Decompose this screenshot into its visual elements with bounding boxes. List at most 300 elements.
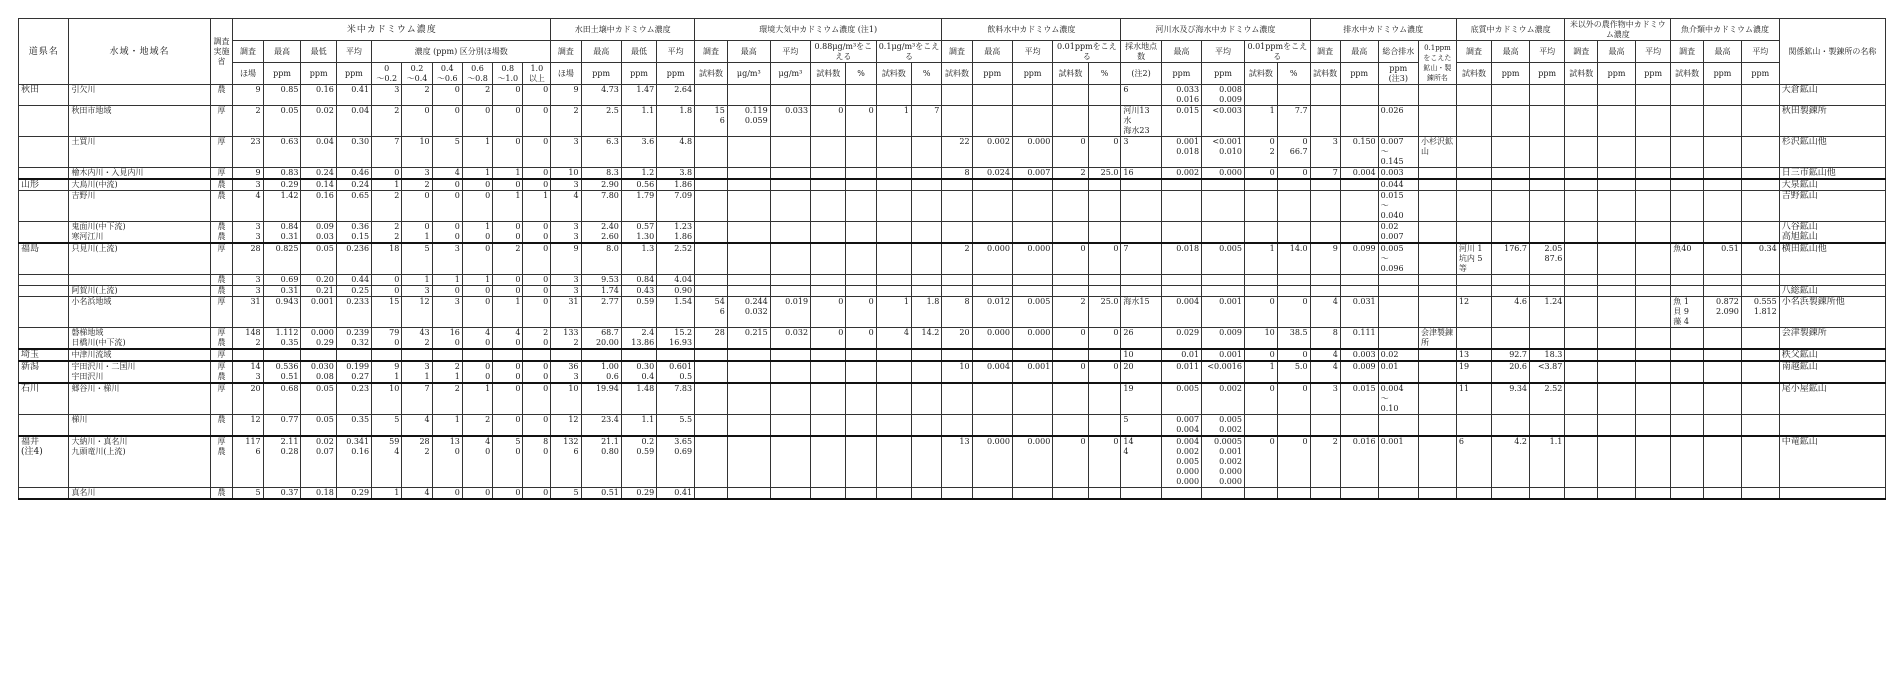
cell-bins-0: 18 (372, 243, 402, 275)
cell-cmax (1598, 243, 1636, 275)
cell-sdavg: 2.52 (1530, 383, 1565, 415)
cell-mine: 大泉鉱山 (1779, 179, 1885, 191)
cell-bins-3: 1 (462, 383, 492, 415)
cell-agency: 農 (210, 275, 233, 286)
cell-bins-0: 15 (372, 297, 402, 328)
cell-an (695, 179, 728, 191)
cell-cavg (1635, 328, 1670, 350)
cell-won (1244, 222, 1277, 244)
cell-sdmax: 4.6 (1492, 297, 1530, 328)
cell-rmax: 0.05 (263, 106, 301, 137)
cell-ao1p (846, 436, 876, 488)
cell-bins-0: 9 1 (372, 361, 402, 383)
cell-fn (1671, 328, 1704, 350)
cell-dop: 0 (1088, 243, 1121, 275)
cell-wmax: 0.01 (1161, 349, 1201, 361)
cell-won (1244, 85, 1277, 106)
cell-ao2n (876, 488, 911, 500)
cell-etot: 0.001 (1378, 436, 1418, 488)
cell-mine: 南越鉱山 (1779, 361, 1885, 383)
cell-emax: 0.150 (1340, 137, 1378, 168)
cell-fn (1671, 191, 1704, 222)
cell-cn (1565, 415, 1598, 437)
cell-don (1053, 191, 1088, 222)
table-row (19, 106, 1886, 137)
cell-bins-2: 0 (432, 106, 462, 137)
header-drain: 排水中カドミウム濃度 (1310, 19, 1456, 41)
cell-wn: 26 (1121, 328, 1161, 350)
cell-fmax (1704, 179, 1742, 191)
cell-smin: 0.59 (621, 297, 656, 328)
cell-bins-1: 4 (402, 415, 432, 437)
cell-fn (1671, 415, 1704, 437)
cell-ao2p (911, 383, 941, 415)
cell-bins-4: 1 (493, 168, 523, 180)
cell-cmax (1598, 222, 1636, 244)
cell-bins-2: 3 (432, 297, 462, 328)
header-drink-n: 調査 (942, 41, 972, 63)
header-river-over-pct: % (1277, 63, 1310, 85)
cell-dop (1088, 106, 1121, 137)
cell-don (1053, 349, 1088, 361)
table-row (19, 222, 1886, 244)
cell-bins-5: 0 (523, 488, 551, 500)
cadmium-survey-table (18, 18, 1886, 500)
cell-an (695, 349, 728, 361)
cell-cmax (1598, 415, 1636, 437)
cell-agency: 厚 農 (210, 436, 233, 488)
cell-bins-3: 0 (462, 488, 492, 500)
cell-eover (1418, 243, 1456, 275)
cell-won: 1 (1244, 361, 1277, 383)
header-drain-n: 調査 (1310, 41, 1340, 63)
cell-aavg (770, 275, 810, 286)
cell-emax: 0.099 (1340, 243, 1378, 275)
cell-davg (1012, 488, 1052, 500)
header-sed-n: 調査 (1456, 41, 1491, 63)
cell-ao2p (911, 488, 941, 500)
cell-ao2n (876, 85, 911, 106)
cell-an: 54 6 (695, 297, 728, 328)
cell-sdavg (1530, 275, 1565, 286)
cell-rmax (263, 349, 301, 361)
cell-en: 3 (1310, 383, 1340, 415)
cell-smax (581, 349, 621, 361)
cell-etot (1378, 297, 1418, 328)
cell-dop: 0 (1088, 328, 1121, 350)
header-rice-dist: 濃度 (ppm) 区分別ほ場数 (372, 41, 551, 63)
header-drink-over-n: 試料数 (1053, 63, 1088, 85)
cell-rmin: 0.001 (301, 297, 336, 328)
cell-wmax: 0.033 0.016 (1161, 85, 1201, 106)
cell-etot (1378, 286, 1418, 297)
cell-bins-2: 0 (432, 179, 462, 191)
cell-bins-3: 0 (462, 243, 492, 275)
cell-bins-1: 3 1 (402, 361, 432, 383)
header-sed-max-unit: ppm (1492, 63, 1530, 85)
cell-en: 7 (1310, 168, 1340, 180)
cell-fn (1671, 85, 1704, 106)
cell-dop: 0 (1088, 436, 1121, 488)
cell-emax: 0.016 (1340, 436, 1378, 488)
cell-agency: 農 農 (210, 222, 233, 244)
cell-agency: 農 (210, 488, 233, 500)
cell-smin: 2.4 13.86 (621, 328, 656, 350)
cell-rmin: 0.16 (301, 85, 336, 106)
header-bin-4: 0.8 ～1.0 (493, 63, 523, 85)
header-rice-avg-unit: ppm (336, 63, 371, 85)
cell-wop: 38.5 (1277, 328, 1310, 350)
cell-cavg (1635, 488, 1670, 500)
cell-rmin: 0.02 0.07 (301, 436, 336, 488)
cell-dmax: 0.000 (972, 243, 1012, 275)
cell-emax: 0.003 (1340, 349, 1378, 361)
cell-smin: 1.1 (621, 106, 656, 137)
cell-won: 1 (1244, 243, 1277, 275)
header-air-over2-n: 試料数 (876, 63, 911, 85)
cell-favg (1741, 222, 1779, 244)
cell-bins-2: 1 (432, 275, 462, 286)
cell-eover (1418, 106, 1456, 137)
cell-wavg (1202, 179, 1245, 191)
cell-wmax (1161, 191, 1201, 222)
cell-wn: 5 (1121, 415, 1161, 437)
cell-ao2p (911, 436, 941, 488)
cell-bins-0: 79 0 (372, 328, 402, 350)
cell-smax: 6.3 (581, 137, 621, 168)
header-drink: 飲料水中カドミウム濃度 (942, 19, 1121, 41)
header-river: 河川水及び海水中カドミウム濃度 (1121, 19, 1310, 41)
cell-savg: 0.90 (657, 286, 695, 297)
header-sed-avg-unit: ppm (1530, 63, 1565, 85)
cell-rmin: 0.02 (301, 106, 336, 137)
cell-dn (942, 383, 972, 415)
header-air-over2: 0.1μg/m³をこえる (876, 41, 942, 63)
cell-smin: 1.2 (621, 168, 656, 180)
cell-dop (1088, 383, 1121, 415)
cell-davg: 0.000 (1012, 137, 1052, 168)
cell-won (1244, 488, 1277, 500)
cell-area: 只見川(上流) (69, 243, 210, 275)
cell-bins-0: 59 4 (372, 436, 402, 488)
header-river-avg: 平均 (1202, 41, 1245, 63)
cell-bins-0: 0 (372, 286, 402, 297)
cell-ao2n (876, 415, 911, 437)
table-row (19, 168, 1886, 180)
cell-savg: 4.8 (657, 137, 695, 168)
cell-fmax (1704, 85, 1742, 106)
cell-bins-2: 4 (432, 168, 462, 180)
cell-pref (19, 137, 69, 168)
cell-won: 0 (1244, 168, 1277, 180)
cell-cmax (1598, 106, 1636, 137)
cell-an: 28 (695, 328, 728, 350)
cell-wavg (1202, 286, 1245, 297)
cell-bins-5: 8 0 (523, 436, 551, 488)
cell-smax: 0.51 (581, 488, 621, 500)
header-fish-max-unit: ppm (1704, 63, 1742, 85)
cell-bins-0 (372, 349, 402, 361)
header-river-avg-unit: ppm (1202, 63, 1245, 85)
cell-wavg: 0.001 (1202, 297, 1245, 328)
cell-pref: 福井 (注4) (19, 436, 69, 488)
cell-an (695, 383, 728, 415)
cell-smin: 0.30 0.4 (621, 361, 656, 383)
cell-favg (1741, 275, 1779, 286)
cell-don: 0 (1053, 328, 1088, 350)
cell-dop (1088, 286, 1121, 297)
cell-area: 中津川流域 (69, 349, 210, 361)
header-rice: 米中カドミウム濃度 (233, 19, 551, 41)
cell-cn (1565, 222, 1598, 244)
cell-dmax (972, 415, 1012, 437)
cell-agency: 厚 (210, 297, 233, 328)
cell-ao1p (846, 179, 876, 191)
cell-rn: 9 (233, 168, 263, 180)
cell-dop (1088, 415, 1121, 437)
cell-rn: 20 (233, 383, 263, 415)
cell-ao1p (846, 168, 876, 180)
cell-dn (942, 106, 972, 137)
cell-dmax (972, 488, 1012, 500)
header-bin-0: 0 ～0.2 (372, 63, 402, 85)
cell-area: 大鳥川(中流) (69, 179, 210, 191)
cell-sdmax: 20.6 (1492, 361, 1530, 383)
cell-bins-2: 3 (432, 243, 462, 275)
cell-wavg: 0.005 0.002 (1202, 415, 1245, 437)
cell-cmax (1598, 275, 1636, 286)
cell-wn: 20 (1121, 361, 1161, 383)
cell-smin: 1.3 (621, 243, 656, 275)
cell-sdavg: 18.3 (1530, 349, 1565, 361)
cell-eover (1418, 222, 1456, 244)
cell-rmax: 0.68 (263, 383, 301, 415)
header-rice-n: 調査 (233, 41, 263, 63)
cell-don (1053, 275, 1088, 286)
cell-rmax: 0.85 (263, 85, 301, 106)
cell-wn: 海水15 (1121, 297, 1161, 328)
cell-dn: 8 (942, 168, 972, 180)
cell-bins-5: 0 (523, 168, 551, 180)
cell-wmax: 0.001 0.018 (1161, 137, 1201, 168)
cell-bins-1: 12 (402, 297, 432, 328)
header-air: 環境大気中カドミウム濃度 (注1) (695, 19, 942, 41)
cell-fmax (1704, 436, 1742, 488)
cell-amax (727, 243, 770, 275)
cell-ao1n (811, 488, 846, 500)
cell-won (1244, 191, 1277, 222)
cell-emax (1340, 106, 1378, 137)
header-soil: 水田土壌中カドミウム濃度 (551, 19, 695, 41)
cell-agency: 厚 (210, 383, 233, 415)
cell-rn: 9 (233, 85, 263, 106)
cell-area: 鬼面川(中下流) 寒河江川 (69, 222, 210, 244)
cell-bins-4: 0 (493, 137, 523, 168)
cell-sdmax (1492, 286, 1530, 297)
cell-wmax: 0.029 (1161, 328, 1201, 350)
cell-dmax: 0.024 (972, 168, 1012, 180)
header-rice-max-unit: ppm (263, 63, 301, 85)
cell-davg (1012, 383, 1052, 415)
cell-ao1p (846, 349, 876, 361)
cell-agency: 厚 (210, 243, 233, 275)
cell-davg: 0.005 (1012, 297, 1052, 328)
header-soil-n: 調査 (551, 41, 581, 63)
cell-smax: 9.53 (581, 275, 621, 286)
cell-sdn: 河川 1 坑内 5 等 (1456, 243, 1491, 275)
header-crop-max-unit: ppm (1598, 63, 1636, 85)
cell-bins-3: 0 (462, 297, 492, 328)
cell-bins-2: 2 1 (432, 361, 462, 383)
cell-davg (1012, 286, 1052, 297)
cell-ao1n (811, 222, 846, 244)
cell-eover (1418, 179, 1456, 191)
cell-don: 0 (1053, 436, 1088, 488)
cell-sdavg (1530, 191, 1565, 222)
cell-favg (1741, 106, 1779, 137)
cell-sn: 3 (551, 286, 581, 297)
cell-bins-5: 0 0 (523, 361, 551, 383)
cell-sn: 9 (551, 85, 581, 106)
cell-pref: 石川 (19, 383, 69, 415)
table-row (19, 361, 1886, 383)
cell-cmax (1598, 383, 1636, 415)
cell-rn: 3 (233, 275, 263, 286)
cell-don: 0 (1053, 137, 1088, 168)
cell-wmax: 0.007 0.004 (1161, 415, 1201, 437)
cell-ao2n (876, 275, 911, 286)
cell-ao1p (846, 137, 876, 168)
cell-sn: 3 (551, 179, 581, 191)
header-river-over: 0.01ppmをこえる (1244, 41, 1310, 63)
cell-don (1053, 106, 1088, 137)
cell-bins-2: 16 0 (432, 328, 462, 350)
cell-sdn: 19 (1456, 361, 1491, 383)
cell-en (1310, 488, 1340, 500)
cell-rn: 5 (233, 488, 263, 500)
header-crop-avg: 平均 (1635, 41, 1670, 63)
cell-ravg: 0.35 (336, 415, 371, 437)
cell-etot: 0.044 (1378, 179, 1418, 191)
cell-cn (1565, 85, 1598, 106)
cell-rn: 2 (233, 106, 263, 137)
cell-ravg: 0.65 (336, 191, 371, 222)
cell-wavg: 0.008 0.009 (1202, 85, 1245, 106)
header-air-max: 最高 (727, 41, 770, 63)
cell-pref (19, 275, 69, 286)
cell-wop (1277, 415, 1310, 437)
cell-sdavg (1530, 415, 1565, 437)
cell-wn: 19 (1121, 383, 1161, 415)
cell-bins-3: 0 (462, 191, 492, 222)
cell-an: 15 6 (695, 106, 728, 137)
cell-wavg: 0.001 (1202, 349, 1245, 361)
cell-dmax (972, 286, 1012, 297)
cell-cn (1565, 179, 1598, 191)
cell-mine: 秩父鉱山 (1779, 349, 1885, 361)
cell-amax (727, 191, 770, 222)
cell-ao1n (811, 168, 846, 180)
header-soil-avg-unit: ppm (657, 63, 695, 85)
cell-en (1310, 191, 1340, 222)
cell-wop (1277, 85, 1310, 106)
cell-etot (1378, 85, 1418, 106)
cell-wop: 0 66.7 (1277, 137, 1310, 168)
cell-bins-1: 3 (402, 168, 432, 180)
cell-davg: 0.001 (1012, 361, 1052, 383)
cell-eover (1418, 361, 1456, 383)
cell-area: 郷谷川・梯川 (69, 383, 210, 415)
table-row (19, 297, 1886, 328)
cell-dn: 13 (942, 436, 972, 488)
cell-dn: 2 (942, 243, 972, 275)
cell-smax: 7.80 (581, 191, 621, 222)
cell-ao1n (811, 286, 846, 297)
header-river-max-unit: ppm (1161, 63, 1201, 85)
header-rice-avg: 平均 (336, 41, 371, 63)
cell-rmax: 0.69 (263, 275, 301, 286)
cell-ao2p (911, 137, 941, 168)
cell-mine: 杉沢鉱山他 (1779, 137, 1885, 168)
cell-ao2n (876, 179, 911, 191)
cell-emax (1340, 415, 1378, 437)
cell-amax (727, 349, 770, 361)
cell-davg (1012, 415, 1052, 437)
cell-wavg: 0.009 (1202, 328, 1245, 350)
cell-davg (1012, 179, 1052, 191)
header-drain-over: 0.1ppmをこえた鉱山・製錬所名 (1418, 41, 1456, 85)
cell-wmax: 0.002 (1161, 168, 1201, 180)
cell-pref: 福島 (19, 243, 69, 275)
cell-wn: 6 (1121, 85, 1161, 106)
cell-ao2n (876, 137, 911, 168)
cell-ao2p: 14.2 (911, 328, 941, 350)
cell-pref (19, 297, 69, 328)
cell-etot (1378, 275, 1418, 286)
cell-rmax: 0.29 (263, 179, 301, 191)
cell-aavg (770, 191, 810, 222)
cell-wavg (1202, 222, 1245, 244)
cell-ravg: 0.24 (336, 179, 371, 191)
cell-bins-1: 10 (402, 137, 432, 168)
cell-mine: 日三市鉱山他 (1779, 168, 1885, 180)
cell-sdavg (1530, 328, 1565, 350)
cell-bins-4: 0 0 (493, 222, 523, 244)
cell-rmax: 0.37 (263, 488, 301, 500)
cell-smin: 0.84 (621, 275, 656, 286)
cell-ao2n (876, 191, 911, 222)
cell-bins-3: 0 (462, 286, 492, 297)
cell-favg (1741, 85, 1779, 106)
cell-wmax (1161, 488, 1201, 500)
header-sed-avg: 平均 (1530, 41, 1565, 63)
cell-dn (942, 85, 972, 106)
cell-ao1n (811, 137, 846, 168)
cell-ao1n: 0 (811, 328, 846, 350)
cell-an (695, 243, 728, 275)
cell-bins-5: 2 0 (523, 328, 551, 350)
cell-bins-3: 1 0 (462, 222, 492, 244)
cell-rmin: 0.16 (301, 191, 336, 222)
cell-ao2p: 1.8 (911, 297, 941, 328)
table-row (19, 349, 1886, 361)
header-mine: 関係鉱山・製錬所の名称 (1779, 19, 1885, 85)
cell-amax (727, 488, 770, 500)
cell-sdavg (1530, 286, 1565, 297)
cell-pref (19, 415, 69, 437)
cell-area: 大納川・真名川 九頭竜川(上流) (69, 436, 210, 488)
cell-rmax: 0.825 (263, 243, 301, 275)
